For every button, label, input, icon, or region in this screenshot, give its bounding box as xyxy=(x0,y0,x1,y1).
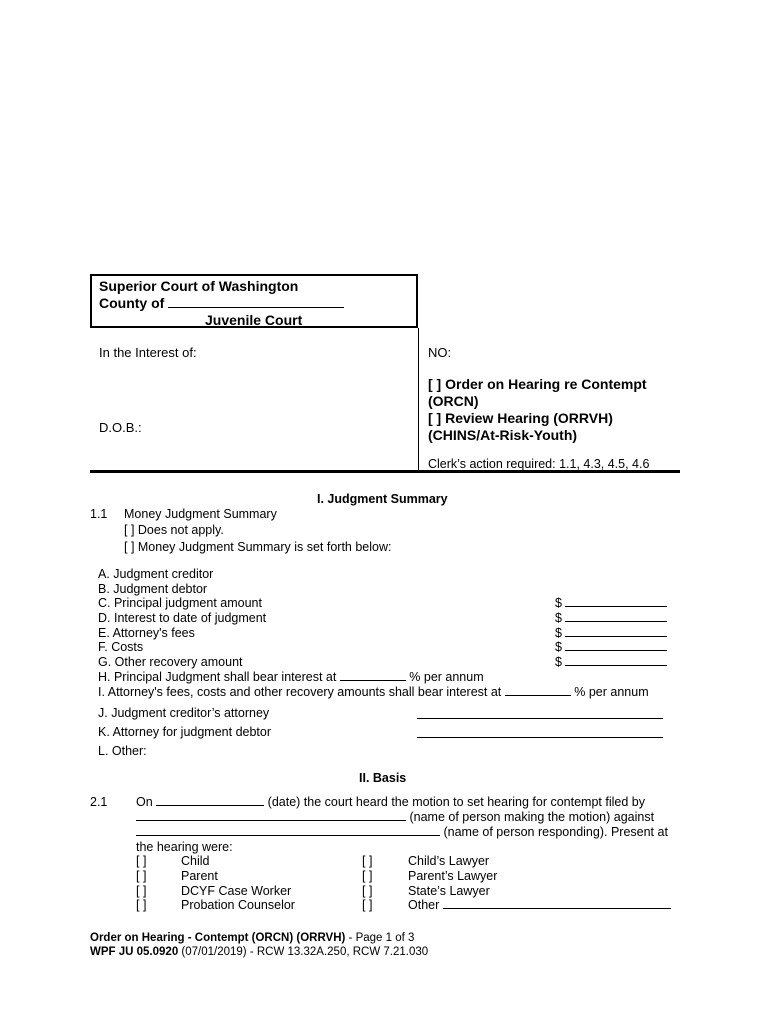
present-other-field xyxy=(408,898,671,912)
county-blank[interactable] xyxy=(168,307,344,308)
judgment-item-j: J. Judgment creditor’s attorney xyxy=(98,706,270,720)
item-i-rate-blank[interactable] xyxy=(505,695,571,696)
case-number-label: NO: xyxy=(428,345,452,360)
present-state-lawyer-label: State’s Lawyer xyxy=(408,884,490,898)
moving-party-blank[interactable] xyxy=(136,820,406,821)
present-child-lawyer-label: Child’s Lawyer xyxy=(408,854,490,868)
basis-line-3 xyxy=(136,825,668,839)
amount-d-field[interactable] xyxy=(555,611,667,625)
judgment-item-l: L. Other: xyxy=(98,744,147,758)
present-parent-lawyer-label: Parent’s Lawyer xyxy=(408,869,498,883)
interest-of-label: In the Interest of: xyxy=(99,345,197,360)
order-orcn-line1: [ ] Order on Hearing re Contempt xyxy=(428,376,647,392)
judgment-item-f: F. Costs xyxy=(98,640,144,654)
amount-d-blank[interactable] xyxy=(565,621,667,622)
hearing-date-blank[interactable] xyxy=(156,805,264,806)
basis-text-1: (date) the court heard the motion to set hearing for contempt filed by xyxy=(267,795,645,809)
footer-page: - Page 1 of 3 xyxy=(345,932,415,944)
checkbox-probation[interactable]: [ ] xyxy=(136,898,147,912)
item-h-suffix: % per annum xyxy=(409,670,484,684)
debtor-attorney-field[interactable] xyxy=(417,725,663,741)
dob-label: D.O.B.: xyxy=(99,420,142,435)
checkbox-state-lawyer[interactable]: [ ] xyxy=(362,884,373,898)
checkbox-child-lawyer[interactable]: [ ] xyxy=(362,854,373,868)
amount-g-blank[interactable] xyxy=(565,665,667,666)
judgment-item-a: A. Judgment creditor xyxy=(98,567,214,581)
amount-e-field[interactable] xyxy=(555,626,667,640)
item-i-suffix: % per annum xyxy=(574,685,649,699)
judgment-item-e: E. Attorney's fees xyxy=(98,626,195,640)
court-name: Superior Court of Washington xyxy=(99,278,299,294)
debtor-attorney-blank[interactable] xyxy=(417,725,663,738)
basis-line-2 xyxy=(136,810,654,824)
creditor-attorney-field[interactable] xyxy=(417,706,663,722)
judgment-item-d: D. Interest to date of judgment xyxy=(98,611,267,625)
judgment-item-h xyxy=(98,670,484,684)
caption-divider-vertical xyxy=(418,328,419,472)
item-1-1-number: 1.1 xyxy=(90,507,108,521)
present-probation-label: Probation Counselor xyxy=(181,898,295,912)
footer-form-code: WPF JU 05.0920 xyxy=(90,946,179,958)
item-i-text: I. Attorney's fees, costs and other recovery amounts shall bear interest at xyxy=(98,685,502,699)
checkbox-other[interactable]: [ ] xyxy=(362,898,373,912)
amount-c-field[interactable] xyxy=(555,596,667,610)
basis-line-1 xyxy=(136,795,645,809)
footer-form-date-rcw: (07/01/2019) - RCW 13.32A.250, RCW 7.21.030 xyxy=(178,946,429,958)
order-orcn-line2: (ORCN) xyxy=(428,393,479,409)
order-orrvh-line2: (CHINS/At-Risk-Youth) xyxy=(428,427,578,443)
clerk-action: Clerk’s action required: 1.1, 4.3, 4.5, 4.6 xyxy=(428,457,650,471)
county-line xyxy=(99,295,344,311)
responding-party-blank[interactable] xyxy=(136,835,440,836)
footer-form-title: Order on Hearing - Contempt (ORCN) (ORRVH) xyxy=(90,932,346,944)
present-other-label: Other xyxy=(408,898,440,912)
dollar-sign: $ xyxy=(555,640,562,654)
amount-f-blank[interactable] xyxy=(565,650,667,651)
basis-text-2: (name of person making the motion) against xyxy=(409,810,655,824)
amount-f-field[interactable] xyxy=(555,640,667,654)
checkbox-case-worker[interactable]: [ ] xyxy=(136,884,147,898)
checkbox-child[interactable]: [ ] xyxy=(136,854,147,868)
other-present-blank[interactable] xyxy=(443,908,671,909)
does-not-apply-option[interactable]: [ ] Does not apply. xyxy=(124,523,224,537)
judgment-item-c: C. Principal judgment amount xyxy=(98,596,262,610)
basis-text-3: (name of person responding). Present at xyxy=(443,825,668,839)
dollar-sign: $ xyxy=(555,611,562,625)
summary-set-forth-option[interactable]: [ ] Money Judgment Summary is set forth below: xyxy=(124,540,392,554)
dollar-sign: $ xyxy=(555,655,562,669)
dollar-sign: $ xyxy=(555,626,562,640)
dollar-sign: $ xyxy=(555,596,562,610)
section-2-heading: II. Basis xyxy=(359,771,407,785)
order-orrvh-line1: [ ] Review Hearing (ORRVH) xyxy=(428,410,613,426)
checkbox-parent-lawyer[interactable]: [ ] xyxy=(362,869,373,883)
section-1-heading: I. Judgment Summary xyxy=(317,492,448,506)
judgment-item-i xyxy=(98,685,649,699)
money-judgment-title: Money Judgment Summary xyxy=(124,507,277,521)
judgment-item-g: G. Other recovery amount xyxy=(98,655,243,669)
present-child-label: Child xyxy=(181,854,210,868)
item-h-text: H. Principal Judgment shall bear interest at xyxy=(98,670,337,684)
footer-title xyxy=(90,932,414,944)
county-label: County of xyxy=(99,295,165,311)
checkbox-parent[interactable]: [ ] xyxy=(136,869,147,883)
amount-e-blank[interactable] xyxy=(565,636,667,637)
creditor-attorney-blank[interactable] xyxy=(417,706,663,719)
amount-g-field[interactable] xyxy=(555,655,667,669)
basis-line-4: the hearing were: xyxy=(136,840,233,854)
judgment-item-k: K. Attorney for judgment debtor xyxy=(98,725,272,739)
amount-c-blank[interactable] xyxy=(565,606,667,607)
item-2-1-number: 2.1 xyxy=(90,795,108,809)
present-case-worker-label: DCYF Case Worker xyxy=(181,884,292,898)
judgment-item-b: B. Judgment debtor xyxy=(98,582,208,596)
footer-form-number xyxy=(90,946,428,958)
present-parent-label: Parent xyxy=(181,869,218,883)
on-word: On xyxy=(136,795,153,809)
juvenile-court: Juvenile Court xyxy=(205,312,303,328)
item-h-rate-blank[interactable] xyxy=(340,680,406,681)
